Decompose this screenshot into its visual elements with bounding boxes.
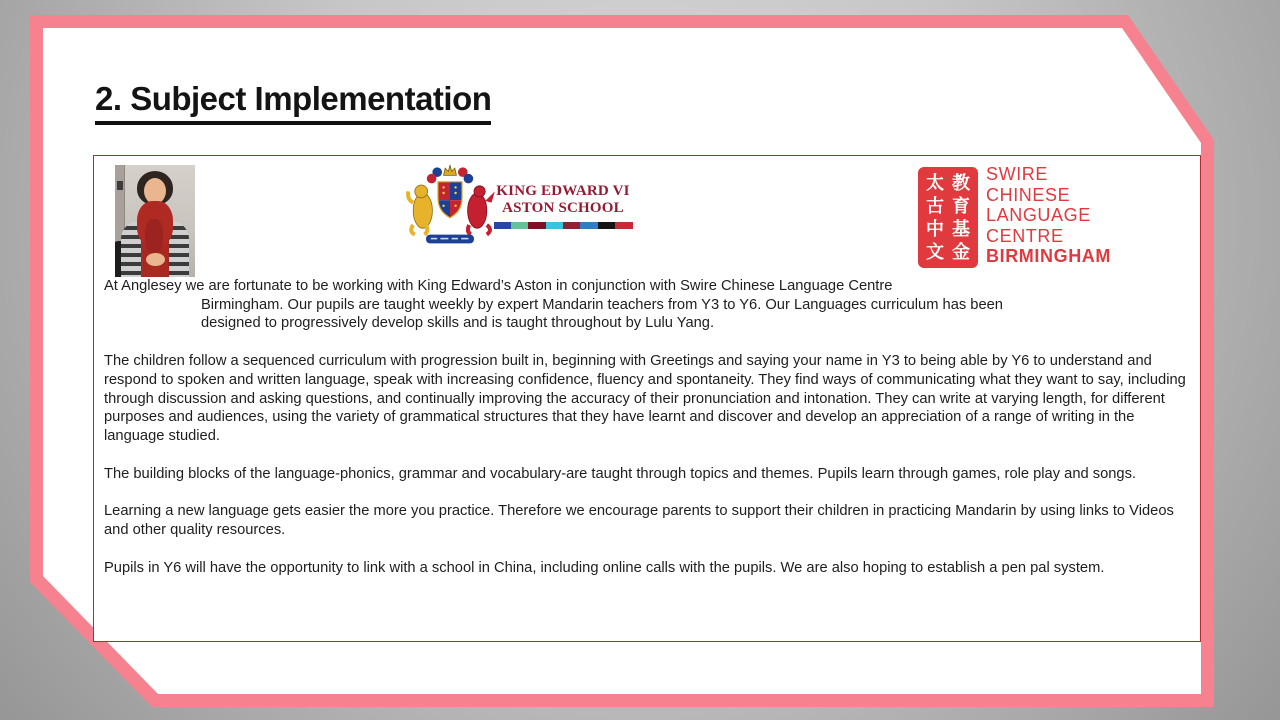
swire-seal-character: 太	[926, 173, 944, 193]
swire-chinese-seal-icon	[918, 167, 978, 268]
paragraph-intro-line2: Birmingham. Our pupils are taught weekly by expert Mandarin teachers from Y3 to Y6. Our Languages curriculum has been	[201, 296, 1003, 313]
swire-logo-city: BIRMINGHAM	[986, 246, 1111, 266]
swire-seal-character: 文	[926, 242, 944, 262]
king-edward-name-line2: ASTON SCHOOL	[502, 200, 624, 216]
swire-logo-line: SWIRE	[986, 164, 1049, 184]
photo-background-detail	[117, 181, 123, 190]
page-title: 2. Subject Implementation	[95, 80, 491, 125]
swire-seal-character: 基	[952, 219, 970, 239]
swire-seal-character: 中	[926, 219, 944, 239]
paragraph-intro	[104, 277, 1193, 333]
paragraph-building-blocks: The building blocks of the language-phonics, grammar and vocabulary-are taught through topics and themes. Pupils learn through games, role play and songs.	[104, 465, 1137, 482]
king-edward-logo	[492, 183, 634, 229]
king-edward-crest-icon	[402, 161, 498, 249]
paragraph-practice: Learning a new language gets easier the more you practice. Therefore we encourage parents to support their children in practicing Mandarin by using links to Videos and other quality resources.	[104, 503, 1174, 539]
paragraph-intro-line1: At Anglesey we are fortunate to be working with King Edward’s Aston in conjunction with Swire Chinese Language Centre	[104, 278, 893, 294]
content-box	[93, 155, 1201, 642]
king-edward-bar-segment	[494, 222, 511, 229]
king-edward-bar-segment	[546, 222, 563, 229]
swire-seal-column-1	[926, 172, 944, 263]
swire-seal-character: 古	[926, 196, 944, 216]
swire-seal-character: 金	[952, 242, 970, 262]
king-edward-bar-segment	[563, 222, 580, 229]
king-edward-bar-segment	[511, 222, 528, 229]
king-edward-name-line1: KING EDWARD VI	[496, 183, 630, 199]
paragraph-intro-line3: designed to progressively develop skills and is taught throughout by Lulu Yang.	[201, 315, 715, 332]
king-edward-bar-segment	[598, 222, 615, 229]
teacher-photo	[115, 165, 195, 277]
paragraph-curriculum: The children follow a sequenced curriculum with progression built in, beginning with Greetings and saying your name in Y3 to being able by Y6 to understand and respond to spoken and written language, speak with increasing confidence, fluency and spontaneity. They find ways of communicating what they want to say, including through discussion and asking questions, and continually improving the accuracy of their pronunciation and intonation. They can write at varying length, for different purposes and audiences, using the variety of grammatical structures that they have learnt and discover and develop an appreciation of a range of writing in the language studied.	[104, 353, 1186, 444]
swire-logo-line: CENTRE	[986, 225, 1064, 246]
photo-hands	[146, 253, 165, 266]
swire-seal-character: 教	[952, 173, 970, 193]
body-text	[104, 277, 1193, 596]
king-edward-bar-segment	[615, 222, 632, 229]
king-edward-color-bar	[494, 222, 633, 229]
king-edward-bar-segment	[580, 222, 597, 229]
swire-logo-line: LANGUAGE	[986, 205, 1091, 225]
swire-logo	[986, 164, 1111, 267]
swire-seal-character: 育	[952, 196, 970, 216]
paragraph-china-link: Pupils in Y6 will have the opportunity to link with a school in China, including online calls with the pupils. We are also hoping to establish a pen pal system.	[104, 559, 1105, 576]
king-edward-bar-segment	[528, 222, 545, 229]
photo-red-scarf-tail	[145, 219, 163, 253]
swire-logo-line: CHINESE	[986, 184, 1071, 205]
swire-seal-column-2	[952, 172, 970, 263]
